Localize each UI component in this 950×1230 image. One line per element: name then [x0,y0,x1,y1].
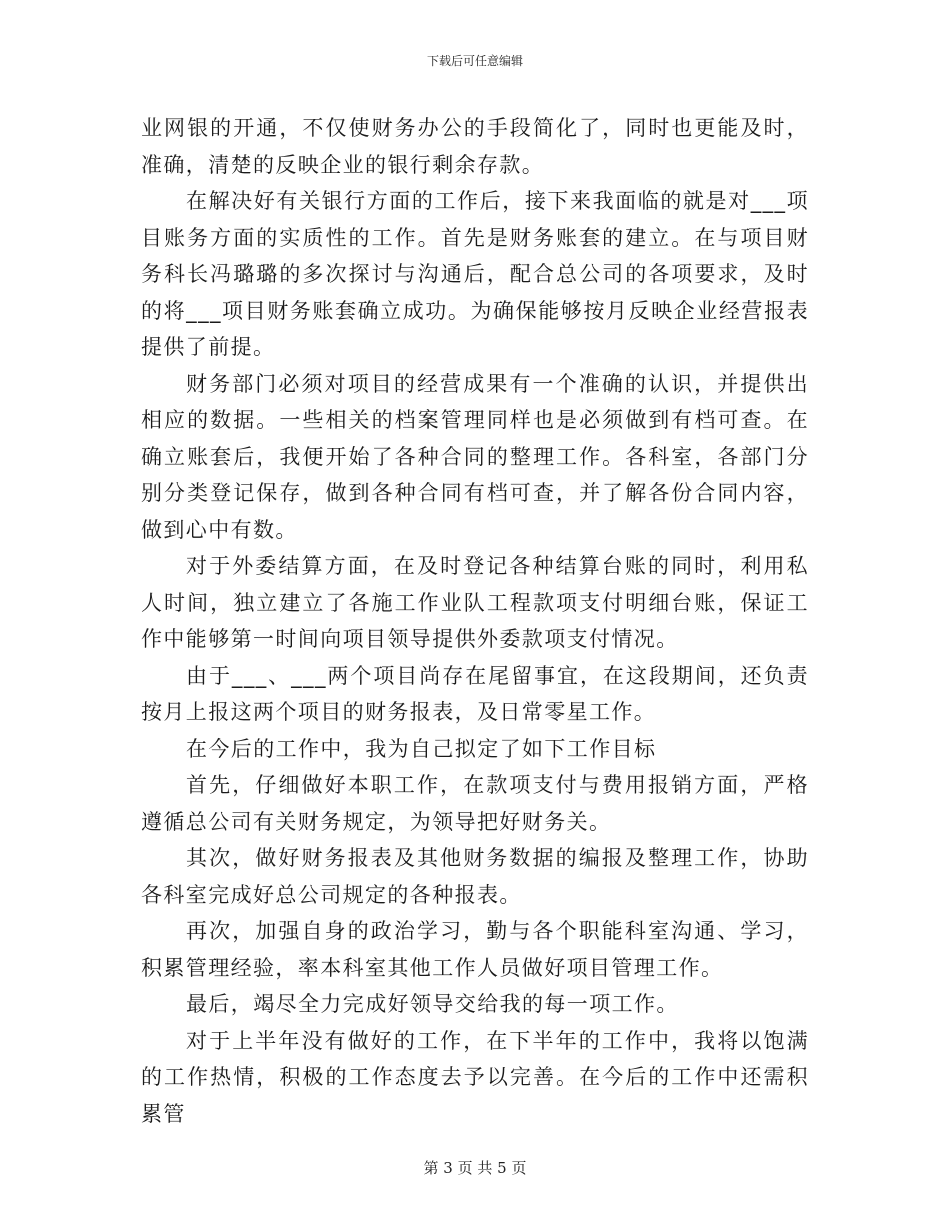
paragraph-1: 业网银的开通，不仅使财务办公的手段简化了，同时也更能及时，准确，清楚的反映企业的银行剩余存款。 [141,116,809,177]
paragraph-10: 最后，竭尽全力完成好领导交给我的每一项工作。 [186,992,679,1016]
paragraph-3: 财务部门必须对项目的经营成果有一个准确的认识，并提供出相应的数据。一些相关的档案管理同样也是必须做到有档可查。在确立账套后，我便开始了各种合同的整理工作。各科室，各部门分别分类登记保存，做到各种合同有档可查，并了解各份合同内容，做到心中有数。 [141,371,809,542]
paragraph-4: 对于外委结算方面，在及时登记各种结算台账的同时，利用私人时间，独立建立了各施工作业队工程款项支付明细台账，保证工作中能够第一时间向项目领导提供外委款项支付情况。 [141,554,809,651]
paragraph-9: 再次，加强自身的政治学习，勤与各个职能科室沟通、学习，积累管理经验，率本科室其他工作人员做好项目管理工作。 [141,919,809,980]
document-body [141,110,809,1132]
page-header: 下载后可任意编辑 [426,54,523,68]
paragraph-6: 在今后的工作中，我为自己拟定了如下工作目标 [186,736,657,761]
paragraph-5: 由于___、___两个项目尚存在尾留事宜，在这段期间，还负责按月上报这两个项目的财务报表，及日常零星工作。 [141,663,809,724]
page-footer: 第 3 页 共 5 页 [423,1159,527,1177]
paragraph-8: 其次，做好财务报表及其他财务数据的编报及整理工作，协助各科室完成好总公司规定的各种报表。 [141,846,809,907]
paragraph-2: 在解决好有关银行方面的工作后，接下来我面临的就是对___项目账务方面的实质性的工作。首先是财务账套的建立。在与项目财务科长冯璐璐的多次探讨与沟通后，配合总公司的各项要求，及时的将___项目财务账套确立成功。为确保能够按月反映企业经营报表提供了前提。 [141,189,809,359]
paragraph-7: 首先，仔细做好本职工作，在款项支付与费用报销方面，严格遵循总公司有关财务规定，为领导把好财务关。 [141,773,809,834]
paragraph-11: 对于上半年没有做好的工作，在下半年的工作中，我将以饱满的工作热情，积极的工作态度去予以完善。在今后的工作中还需积累管 [141,1028,809,1126]
